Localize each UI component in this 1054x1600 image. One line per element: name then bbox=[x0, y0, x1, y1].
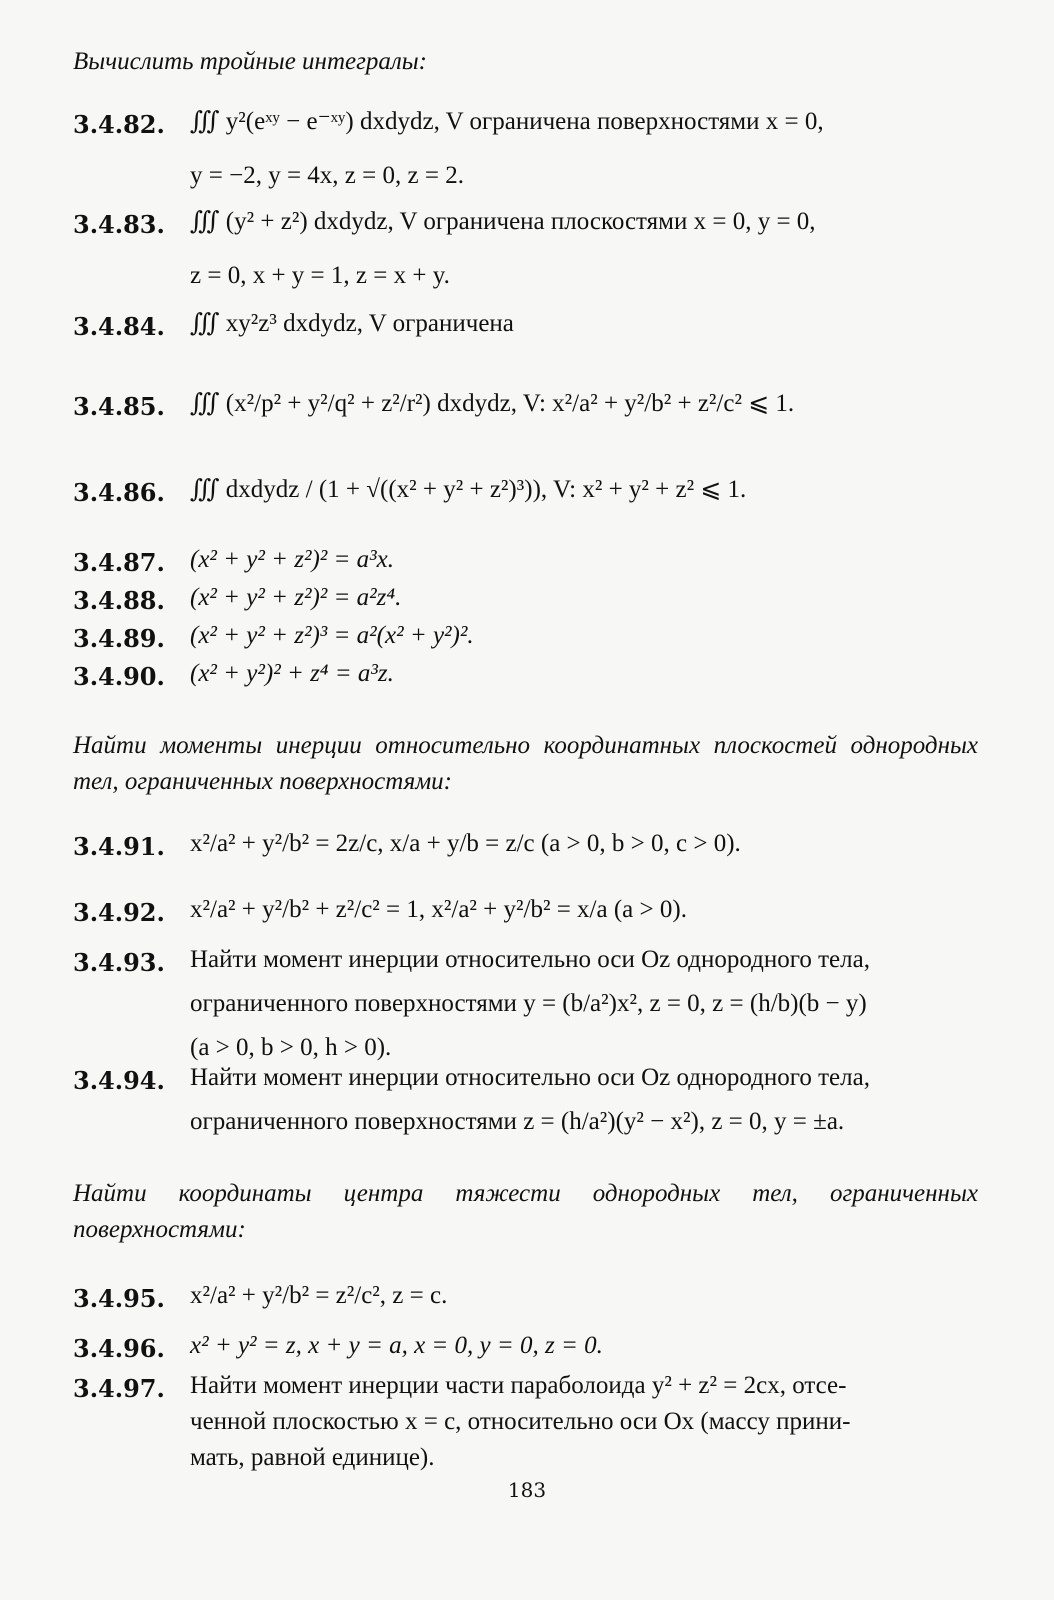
problem-number: 3.4.85. bbox=[73, 392, 165, 421]
section-heading-triple-integrals: Вычислить тройные интегралы: bbox=[73, 48, 428, 75]
problem-text bbox=[190, 470, 978, 510]
problem-line-1: (x² + y² + z²)² = a²z⁴. bbox=[190, 584, 402, 611]
problem-line-1: x² + y² = z, x + y = a, x = 0, y = 0, z = 0. bbox=[190, 1332, 603, 1359]
problem-line-2: ченной плоскостью x = c, относительно оси Ox (массу прини- bbox=[190, 1408, 851, 1435]
problem-text bbox=[190, 540, 978, 580]
problem-text bbox=[190, 202, 978, 296]
section-heading-moments-of-inertia: Найти моменты инерции относительно координатных плоскостей однородных тел, ограниченных поверхностями: bbox=[73, 732, 978, 795]
problem-text bbox=[190, 940, 978, 1068]
problem-line-3: мать, равной единице). bbox=[190, 1444, 435, 1471]
problem-text bbox=[190, 384, 978, 424]
problem-line-1: Найти момент инерции относительно оси Oz однородного тела, bbox=[190, 1064, 870, 1091]
problem-line-1: Найти момент инерции относительно оси Oz однородного тела, bbox=[190, 946, 870, 973]
problem-text bbox=[190, 1058, 978, 1142]
problem-number: 3.4.94. bbox=[73, 1066, 165, 1095]
problem-line-2: ограниченного поверхностями z = (h/a²)(y² − x²), z = 0, y = ±a. bbox=[190, 1108, 845, 1135]
problem-line-1: (x² + y² + z²)² = a³x. bbox=[190, 546, 395, 573]
problem-line-2: ограниченного поверхностями y = (b/a²)x², z = 0, z = (h/b)(b − y) bbox=[190, 990, 867, 1017]
problem-line-2: z = 0, x + y = 1, z = x + y. bbox=[190, 262, 450, 289]
problem-number: 3.4.86. bbox=[73, 478, 165, 507]
problem-number: 3.4.89. bbox=[73, 624, 165, 653]
problem-number: 3.4.97. bbox=[73, 1374, 165, 1403]
problem-text bbox=[190, 1276, 978, 1316]
problem-line-1: (x² + y²)² + z⁴ = a³z. bbox=[190, 660, 394, 687]
problem-text bbox=[190, 890, 978, 930]
problem-line-1: x²/a² + y²/b² = 2z/c, x/a + y/b = z/c (a > 0, b > 0, c > 0). bbox=[190, 830, 741, 857]
problem-text bbox=[190, 1366, 978, 1478]
problem-number: 3.4.88. bbox=[73, 586, 165, 615]
problem-number: 3.4.92. bbox=[73, 898, 165, 927]
problem-number: 3.4.91. bbox=[73, 832, 165, 861]
problem-line-1: ∭ (x²/p² + y²/q² + z²/r²) dxdydz, V: x²/a² + y²/b² + z²/c² ⩽ 1. bbox=[190, 390, 795, 417]
problem-number: 3.4.95. bbox=[73, 1284, 165, 1313]
problem-number: 3.4.90. bbox=[73, 662, 165, 691]
problem-line-1: (x² + y² + z²)³ = a²(x² + y²)². bbox=[190, 622, 474, 649]
problem-line-1: x²/a² + y²/b² + z²/c² = 1, x²/a² + y²/b² = x/a (a > 0). bbox=[190, 896, 687, 923]
problem-line-1: ∭ dxdydz / (1 + √((x² + y² + z²)³)), V: x² + y² + z² ⩽ 1. bbox=[190, 476, 747, 503]
problem-number: 3.4.84. bbox=[73, 312, 165, 341]
problem-line-3: (a > 0, b > 0, h > 0). bbox=[190, 1034, 392, 1061]
problem-line-1: ∭ y²(eˣʸ − e⁻ˣʸ) dxdydz, V ограничена поверхностями x = 0, bbox=[190, 108, 824, 135]
problem-text bbox=[190, 654, 978, 694]
problem-line-1: ∭ xy²z³ dxdydz, V ограничена bbox=[190, 310, 514, 337]
problem-line-1: Найти момент инерции части параболоида y² + z² = 2cx, отсе- bbox=[190, 1372, 847, 1399]
problem-number: 3.4.93. bbox=[73, 948, 165, 977]
problem-text bbox=[190, 102, 978, 196]
problem-text bbox=[190, 824, 978, 864]
problem-text bbox=[190, 578, 978, 618]
problem-number: 3.4.83. bbox=[73, 210, 165, 239]
problem-line-1: ∭ (y² + z²) dxdydz, V ограничена плоскостями x = 0, y = 0, bbox=[190, 208, 816, 235]
page-number: 183 bbox=[507, 1478, 547, 1502]
problem-text bbox=[190, 616, 978, 656]
problem-number: 3.4.82. bbox=[73, 110, 165, 139]
problem-line-2: y = −2, y = 4x, z = 0, z = 2. bbox=[190, 162, 464, 189]
problem-text bbox=[190, 1326, 978, 1366]
section-heading-center-of-mass: Найти координаты центра тяжести однородных тел, ограниченных поверхностями: bbox=[73, 1180, 978, 1243]
problem-number: 3.4.96. bbox=[73, 1334, 165, 1363]
problem-line-1: x²/a² + y²/b² = z²/c², z = c. bbox=[190, 1282, 448, 1309]
problem-number: 3.4.87. bbox=[73, 548, 165, 577]
problem-text bbox=[190, 304, 978, 344]
